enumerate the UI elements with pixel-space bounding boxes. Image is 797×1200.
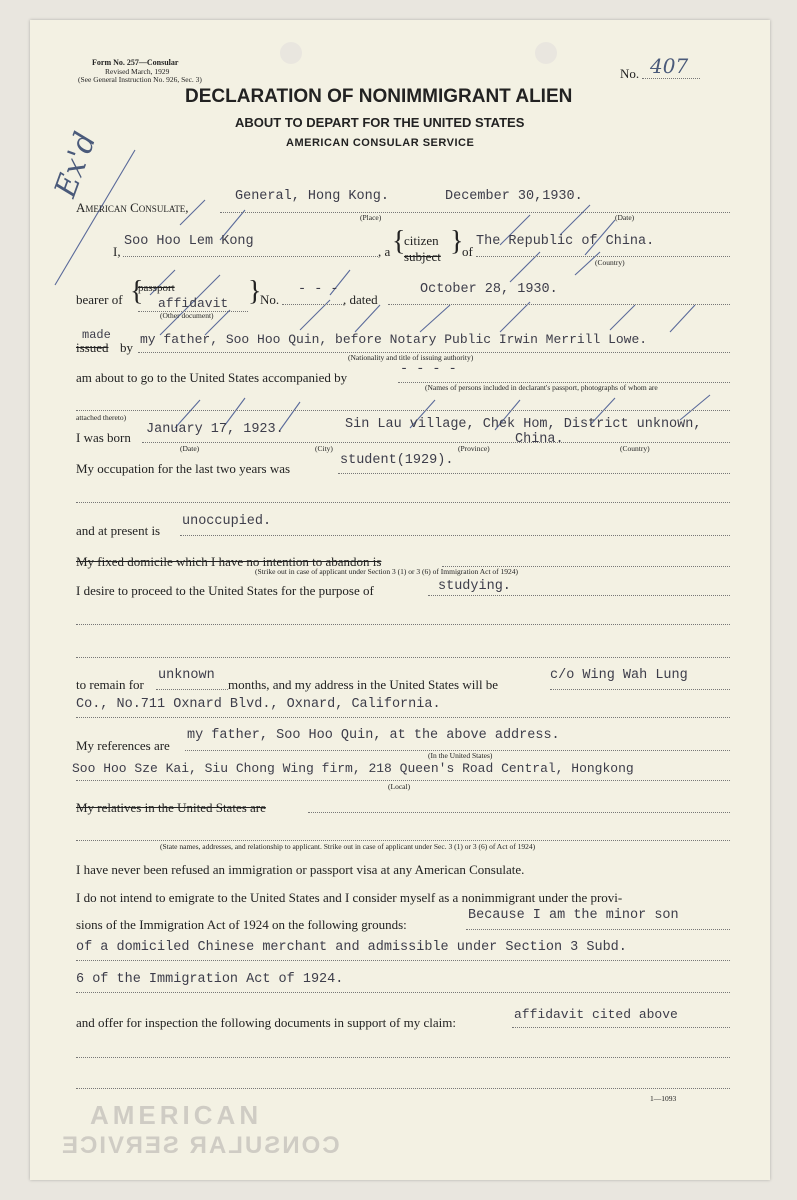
- present-line: [180, 535, 730, 536]
- form-revised: Revised March, 1929: [105, 67, 170, 76]
- margin-note: Ex'd: [48, 127, 104, 202]
- born-date: January 17, 1923.: [146, 422, 284, 437]
- born-label: I was born: [76, 430, 131, 445]
- form-title: DECLARATION OF NONIMMIGRANT ALIEN: [185, 86, 573, 107]
- accompanied-caption-2: attached thereto): [76, 413, 127, 422]
- offer-line-2: [76, 1057, 730, 1058]
- born-country-caption: (Country): [620, 444, 650, 453]
- references-label: My references are: [76, 738, 170, 753]
- of-label: of: [462, 244, 473, 259]
- offer-statement: and offer for inspection the following documents in support of my claim:: [76, 1015, 456, 1030]
- grounds-value-1: Because I am the minor son: [468, 908, 679, 923]
- relatives-line: [308, 812, 730, 813]
- bearer-bracket-right: }: [248, 276, 262, 307]
- references-line-2: [76, 780, 730, 781]
- consulate-label: American Consulate,: [76, 200, 189, 215]
- born-place: Sin Lau village, Chek Hom, District unknown,: [345, 417, 702, 432]
- occupation-label: My occupation for the last two years was: [76, 461, 291, 476]
- issued-label: issued: [76, 340, 109, 355]
- made-insert: made: [82, 328, 111, 342]
- no-line: [282, 304, 344, 305]
- consulate-date: December 30,1930.: [445, 189, 583, 204]
- offer-line: [512, 1027, 730, 1028]
- document-number: - - -: [298, 282, 339, 297]
- dated-line: [388, 304, 730, 305]
- accompanied-caption: (Names of persons included in declarant's passport, photographs of whom are: [425, 383, 658, 392]
- offer-line-3: [76, 1088, 730, 1089]
- date-caption: (Date): [615, 213, 635, 222]
- occupation-line: [338, 473, 730, 474]
- country-caption: (Country): [595, 258, 625, 267]
- address-value-1: c/o Wing Wah Lung: [550, 668, 688, 683]
- grounds-line-3: [76, 992, 730, 993]
- domicile-caption: (Strike out in case of applicant under Section 3 (1) or 3 (6) of Immigration Act of 1924): [255, 567, 519, 576]
- bearer-label: bearer of: [76, 292, 123, 307]
- born-country: China.: [515, 432, 564, 447]
- born-city-caption: (City): [315, 444, 333, 453]
- references-us-caption: (In the United States): [428, 751, 493, 760]
- purpose-line-2: [76, 624, 730, 625]
- declarant-country: The Republic of China.: [476, 234, 655, 249]
- relatives-line-2: [76, 840, 730, 841]
- other-document-caption: (Other document): [160, 311, 214, 320]
- purpose-label: I desire to proceed to the United States for the purpose of: [76, 583, 374, 598]
- issuing-caption: (Nationality and title of issuing authority): [348, 353, 474, 362]
- dated-label: , dated: [343, 292, 378, 307]
- dated-value: October 28, 1930.: [420, 282, 558, 297]
- purpose-line-3: [76, 657, 730, 658]
- a-label: , a: [378, 244, 391, 259]
- citizen-option: citizen: [404, 233, 439, 248]
- declarant-name: Soo Hoo Lem Kong: [124, 234, 254, 249]
- intend-statement-1: I do not intend to emigrate to the United States and I consider myself as a nonimmigrant under the provi-: [76, 890, 623, 905]
- born-line: [142, 442, 730, 443]
- i-label: I,: [113, 244, 121, 259]
- grounds-line-2: [76, 960, 730, 961]
- stamp-consular-service: CONSULAR SERVICE: [60, 1132, 340, 1159]
- passport-option: passport: [138, 282, 175, 294]
- bracket-right: }: [450, 226, 464, 257]
- affidavit-value: affidavit: [158, 296, 229, 311]
- doc-number-label: No.: [620, 66, 640, 81]
- stamp-american: AMERICAN: [90, 1100, 263, 1130]
- name-line: [123, 256, 378, 257]
- grounds-value-2: of a domiciled Chinese merchant and admissible under Section 3 Subd.: [76, 940, 627, 955]
- address-line: [550, 689, 730, 690]
- grounds-line: [466, 929, 730, 930]
- consulate-place: General, Hong Kong.: [235, 189, 389, 204]
- form-service: AMERICAN CONSULAR SERVICE: [286, 137, 475, 149]
- remain-line: [156, 689, 228, 690]
- document-page: [30, 20, 770, 1180]
- bracket-left: {: [392, 226, 406, 257]
- bearer-bracket: {: [130, 276, 144, 307]
- accompanied-value: - - - -: [400, 362, 457, 377]
- grounds-value-3: 6 of the Immigration Act of 1924.: [76, 972, 344, 987]
- born-province-caption: (Province): [458, 444, 490, 453]
- purpose-value: studying.: [438, 579, 511, 594]
- occupation-value: student(1929).: [340, 453, 454, 468]
- occupation-line-2: [76, 502, 730, 503]
- refused-statement: I have never been refused an immigration or passport visa at any American Consulate.: [76, 862, 525, 877]
- purpose-line: [428, 595, 730, 596]
- form-number: Form No. 257—Consular: [92, 58, 179, 67]
- born-date-caption: (Date): [180, 444, 200, 453]
- issuing-authority: my father, Soo Hoo Quin, before Notary Public Irwin Merrill Lowe.: [140, 332, 648, 347]
- accompanied-label: am about to go to the United States accompanied by: [76, 370, 348, 385]
- months-label: months, and my address in the United States will be: [228, 677, 499, 692]
- country-line: [476, 256, 730, 257]
- remain-label: to remain for: [76, 677, 144, 692]
- form-subtitle: ABOUT TO DEPART FOR THE UNITED STATES: [235, 115, 525, 130]
- offer-value: affidavit cited above: [514, 1007, 678, 1022]
- place-caption: (Place): [360, 213, 382, 222]
- references-us-value: my father, Soo Hoo Quin, at the above address.: [187, 728, 560, 743]
- present-value: unoccupied.: [182, 514, 272, 529]
- no-label: No.: [260, 292, 280, 307]
- form-instruction: (See General Instruction No. 926, Sec. 3): [78, 75, 202, 84]
- present-label: and at present is: [76, 523, 161, 538]
- consulate-line: [220, 212, 730, 213]
- intend-statement-2: sions of the Immigration Act of 1924 on the following grounds:: [76, 917, 407, 932]
- check-marks: [30, 20, 770, 1180]
- address-value-2: Co., No.711 Oxnard Blvd., Oxnard, California.: [76, 697, 441, 712]
- by-label: by: [120, 340, 133, 355]
- accompanied-line-2: [76, 410, 730, 411]
- relatives-label: My relatives in the United States are: [76, 800, 266, 815]
- domicile-label: My fixed domicile which I have no intention to abandon is: [76, 554, 382, 569]
- relatives-caption: (State names, addresses, and relationship to applicant. Strike out in case of applicant under Sec. 3 (1) or 3 (6) of Act of 1924): [160, 842, 536, 851]
- references-local-caption: (Local): [388, 782, 411, 791]
- references-local-value: Soo Hoo Sze Kai, Siu Chong Wing firm, 218 Queen's Road Central, Hongkong: [72, 761, 634, 776]
- subject-option: subject: [404, 249, 441, 264]
- doc-number-value: 407: [650, 54, 689, 78]
- form-code: 1—1093: [650, 1094, 677, 1103]
- address-line-2: [76, 717, 730, 718]
- remain-value: unknown: [158, 668, 215, 683]
